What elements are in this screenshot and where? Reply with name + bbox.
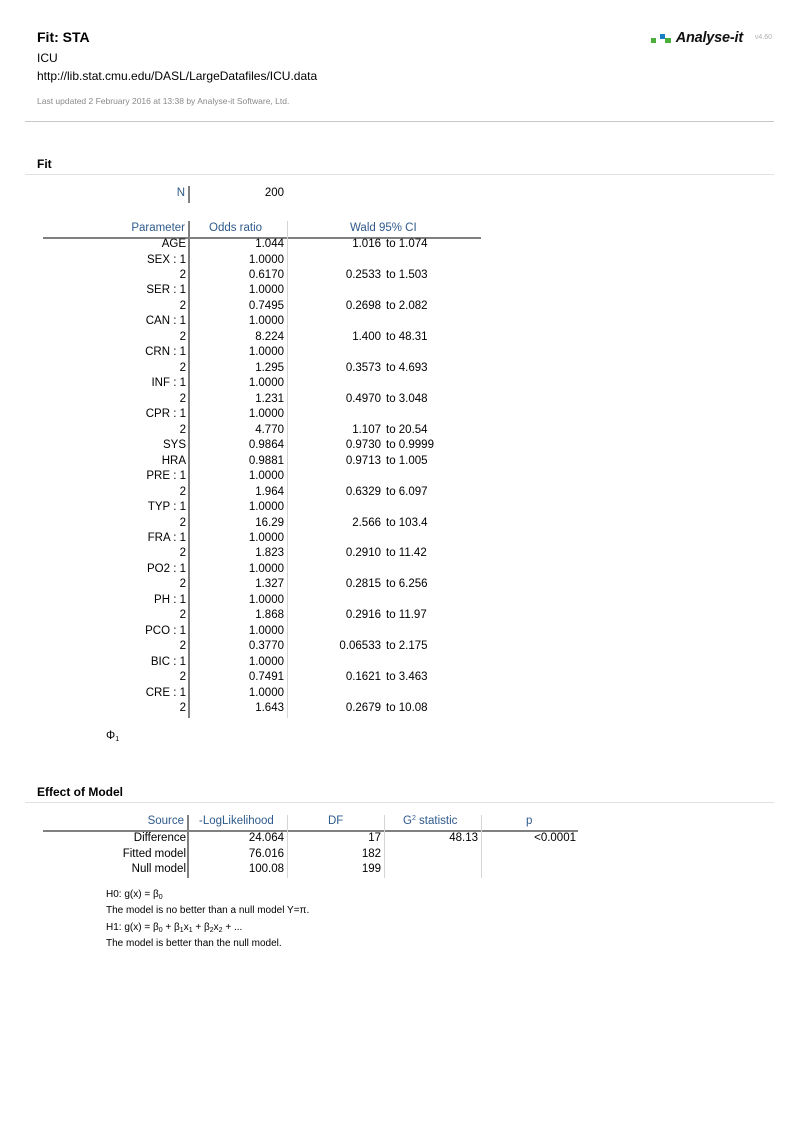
h1-sub-2b: 2 [218,927,223,934]
h1-sub-1a: 1 [179,927,184,934]
ci-upper: to 2.082 [386,299,428,312]
ci-upper: to 1.005 [386,454,428,467]
col-header-loglik: -LogLikelihood [199,815,274,827]
param-name: CAN : 1 [145,315,186,328]
param-name: 2 [179,423,186,436]
param-name: 2 [179,299,186,312]
odds-ratio: 0.6170 [248,268,284,281]
ci-upper: to 3.463 [386,671,428,684]
h1-sub-0: 0 [158,927,163,934]
h0-text: H0: g(x) = β [106,889,159,900]
loglikelihood: 100.08 [248,863,284,875]
param-name: 2 [179,330,186,343]
param-name: 2 [179,485,186,498]
odds-ratio: 1.0000 [248,593,284,606]
ci-lower: 0.1621 [345,671,381,684]
param-name: CRN : 1 [145,346,186,359]
odds-ratio: 1.0000 [248,470,284,483]
odds-ratio: 0.3770 [248,640,284,653]
ci-lower: 0.2815 [345,578,381,591]
ci-upper: to 48.31 [386,330,428,343]
odds-ratio: 1.044 [255,238,284,250]
last-updated: Last updated 2 February 2016 at 13:38 by Analyse-it Software, Ltd. [37,96,290,106]
odds-ratio: 0.7495 [248,299,284,312]
odds-ratio: 1.0000 [248,284,284,297]
header-divider [25,121,774,122]
source: Null model [131,863,186,875]
param-name: AGE [161,238,186,250]
n-separator [188,186,190,203]
param-col-separator [188,221,190,718]
ci-lower: 0.4970 [345,392,381,405]
odds-ratio: 1.0000 [248,501,284,513]
param-name: SER : 1 [146,284,186,297]
page-title: Fit: STA [37,29,90,45]
analyse-it-logo [651,30,743,46]
param-name: 2 [179,392,186,405]
g2-statistic: 48.13 [449,832,478,844]
g2-col-separator [481,815,482,878]
ci-lower: 0.06533 [339,640,381,653]
ci-upper: to 0.9999 [386,439,434,452]
odds-ratio: 1.643 [255,702,284,715]
h1-x2: x [213,922,219,933]
odds-ratio: 1.823 [255,547,284,560]
ci-upper: to 6.097 [386,485,428,498]
ci-upper: to 3.048 [386,392,428,405]
h1-sub-2a: 2 [209,927,214,934]
param-name: TYP : 1 [147,501,186,513]
param-name: 2 [179,609,186,622]
h1-text-b: + β [162,922,180,933]
odds-ratio: 1.295 [255,361,284,374]
odds-ratio: 4.770 [255,423,284,436]
col-header-wald-ci: Wald 95% CI [350,222,417,234]
ci-lower: 1.400 [352,330,381,343]
h1-tail: + ... [222,922,243,933]
loglik-col-separator [287,815,288,878]
odds-ratio: 1.327 [255,578,284,591]
odds-ratio: 0.9881 [248,454,284,467]
odds-ratio: 1.0000 [248,531,284,544]
ci-upper: to 11.97 [386,609,427,622]
h0-sub: 0 [158,894,163,901]
ci-lower: 0.2533 [345,268,381,281]
p-value: <0.0001 [534,832,576,844]
ci-lower: 1.016 [352,238,381,250]
param-name: PH : 1 [154,593,186,606]
param-name: 2 [179,547,186,560]
fit-divider [25,174,774,175]
h1-text-a: H1: g(x) = β [106,922,159,933]
odds-ratio: 1.0000 [248,562,284,575]
logo-text: Analyse-it [675,30,743,46]
loglikelihood: 24.064 [248,832,284,844]
section-heading-fit: Fit [37,157,52,171]
param-name: PO2 : 1 [147,562,186,575]
param-name: SYS [162,439,186,452]
param-name: 2 [179,578,186,591]
odds-ratio: 0.7491 [248,671,284,684]
odds-ratio: 1.231 [255,392,284,405]
ci-lower: 0.2910 [345,547,381,560]
param-name: 2 [179,268,186,281]
ci-lower: 0.6329 [345,485,381,498]
g2-letter: G [403,815,412,827]
ci-lower: 0.2679 [345,702,381,715]
odds-ratio: 1.0000 [248,655,284,668]
param-name: PCO : 1 [145,624,186,637]
note-h1-desc: The model is better than the null model. [106,938,282,949]
logo-mark-icon [651,31,673,45]
col-header-g2 [403,815,457,827]
param-name: PRE : 1 [146,470,186,483]
odds-col-separator [287,221,288,718]
col-header-source: Source [147,815,184,827]
effect-divider [25,802,774,803]
param-name: 2 [179,702,186,715]
source: Difference [133,832,186,844]
h1-sub-1b: 1 [188,927,193,934]
loglikelihood: 76.016 [248,847,284,860]
source-col-separator [187,815,189,878]
odds-ratio: 1.0000 [248,315,284,328]
ci-upper: to 2.175 [386,640,428,653]
param-name: FRA : 1 [147,531,186,544]
param-name: CRE : 1 [145,686,186,699]
param-name: 2 [179,640,186,653]
note-h0-desc: The model is no better than a null model Y=π. [106,905,310,916]
col-header-df: DF [328,815,344,827]
ci-upper: to 1.503 [386,268,428,281]
phi-subscript: 1 [115,736,120,743]
ci-lower: 2.566 [352,516,381,529]
param-name: 2 [179,516,186,529]
note-h0 [106,889,163,901]
n-value: 200 [264,187,284,199]
version-label: v4.60 [754,34,772,41]
odds-ratio: 16.29 [255,516,284,529]
logo-square-green-2 [665,38,671,43]
ci-upper: to 20.54 [386,423,428,436]
ci-lower: 0.2916 [345,609,381,622]
odds-ratio: 1.0000 [248,377,284,390]
param-name: SEX : 1 [147,253,186,266]
odds-ratio: 1.868 [255,609,284,622]
ci-upper: to 1.074 [386,238,428,250]
param-name: HRA [161,454,186,467]
ci-upper: to 11.42 [386,547,427,560]
footnote-phi [106,730,119,743]
col-header-parameter: Parameter [131,222,185,234]
ci-lower: 0.9713 [345,454,381,467]
odds-ratio: 1.0000 [248,408,284,421]
odds-ratio: 1.0000 [248,624,284,637]
g2-superscript: 2 [411,815,416,822]
df: 199 [361,863,381,875]
odds-ratio: 1.0000 [248,686,284,699]
ci-upper: to 6.256 [386,578,428,591]
df-col-separator [384,815,385,878]
param-name: 2 [179,671,186,684]
ci-upper: to 103.4 [386,516,428,529]
param-name: 2 [179,361,186,374]
df: 17 [368,832,381,844]
ci-lower: 0.3573 [345,361,381,374]
logo-square-green-1 [651,38,656,43]
dataset-name: ICU [37,51,58,65]
odds-ratio: 1.0000 [248,253,284,266]
ci-lower: 1.107 [352,423,381,436]
param-name: INF : 1 [151,377,186,390]
source-url[interactable]: http://lib.stat.cmu.edu/DASL/LargeDatafiles/ICU.data [37,69,318,83]
source: Fitted model [122,847,186,860]
param-name: BIC : 1 [150,655,186,668]
odds-ratio: 8.224 [255,330,284,343]
section-heading-effect: Effect of Model [37,785,123,799]
odds-ratio: 1.964 [255,485,284,498]
note-h1 [106,922,242,934]
ci-upper: to 10.08 [386,702,428,715]
col-header-p: p [526,815,533,827]
h1-text-c: + β [192,922,210,933]
n-label: N [176,187,185,199]
g2-suffix: statistic [415,815,458,827]
ci-lower: 0.9730 [345,439,381,452]
ci-lower: 0.2698 [345,299,381,312]
col-header-odds-ratio: Odds ratio [209,222,263,234]
df: 182 [361,847,381,860]
h1-x1: x [183,922,189,933]
ci-upper: to 4.693 [386,361,428,374]
odds-ratio: 0.9864 [248,439,284,452]
param-name: CPR : 1 [145,408,186,421]
odds-ratio: 1.0000 [248,346,284,359]
phi-symbol: Φ [106,730,116,742]
